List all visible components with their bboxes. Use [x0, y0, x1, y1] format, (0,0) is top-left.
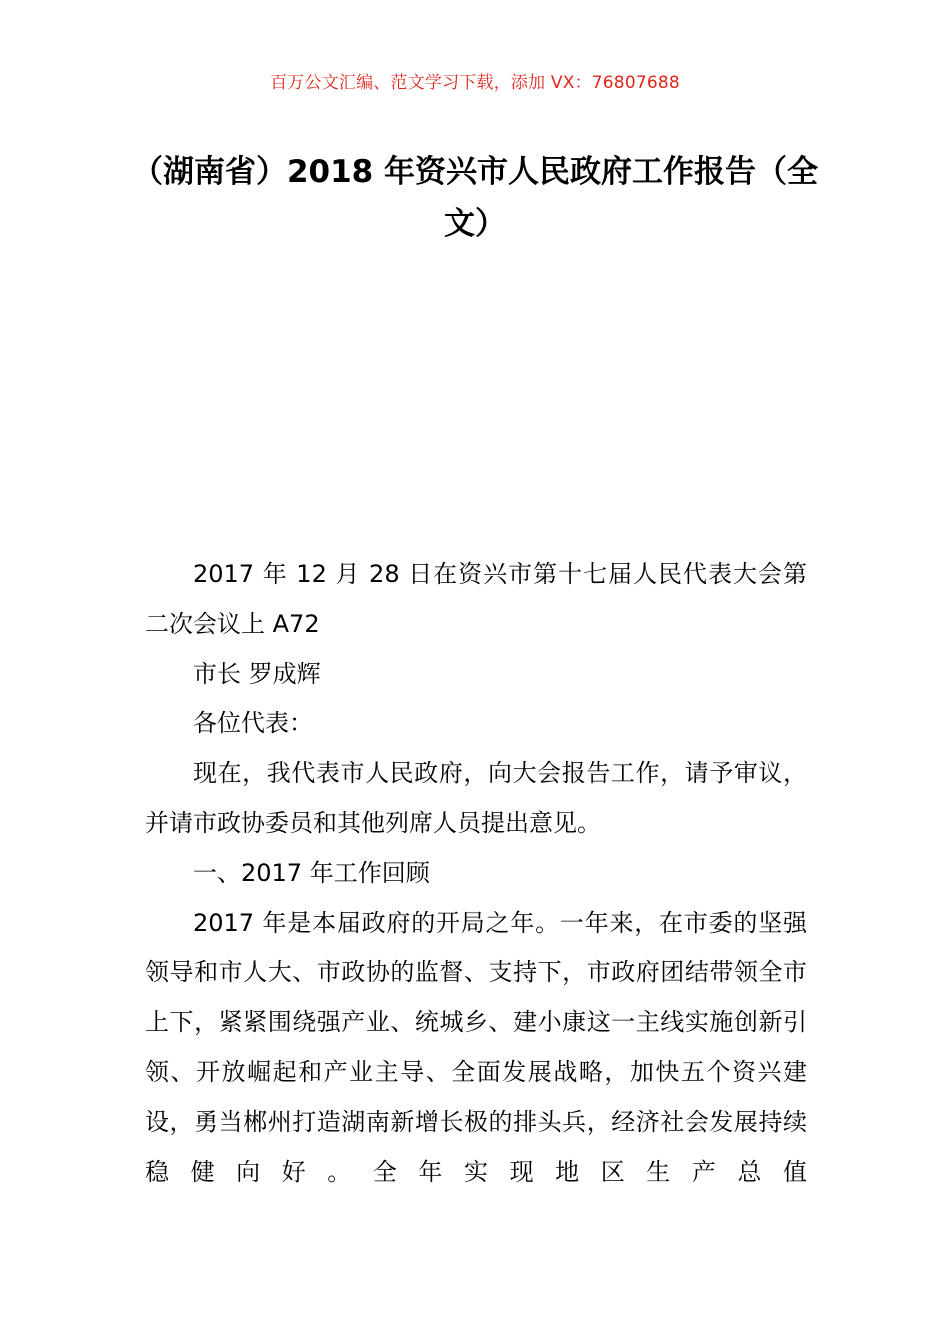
header-note: 百万公文汇编、范文学习下载，添加 VX：76807688	[270, 73, 680, 93]
section-heading: 一、2017 年工作回顾	[193, 858, 430, 887]
document-body	[145, 550, 807, 1197]
opening-paragraph: 现在，我代表市人民政府，向大会报告工作，请予审议，并请市政协委员和其他列席人员提出意见。	[145, 759, 807, 837]
salutation: 各位代表：	[193, 709, 313, 738]
meeting-info-paragraph: 2017 年 12 月 28 日在资兴市第十七届人民代表大会第二次会议上 A72	[145, 560, 807, 638]
speaker-line: 市长 罗成辉	[193, 659, 321, 688]
document-title: （湖南省）2018 年资兴市人民政府工作报告（全文）	[131, 154, 819, 242]
review-paragraph: 2017 年是本届政府的开局之年。一年来，在市委的坚强领导和市人大、市政协的监督、支持下，市政府团结带领全市上下，紧紧围绕强产业、统城乡、建小康这一主线实施创新引领、开放崛起和产业主导、全面发展战略，加快五个资兴建设，勇当郴州打造湖南新增长极的排头兵，经济社会发展持续稳健向好。全年实现地区生产总值	[145, 908, 807, 1186]
